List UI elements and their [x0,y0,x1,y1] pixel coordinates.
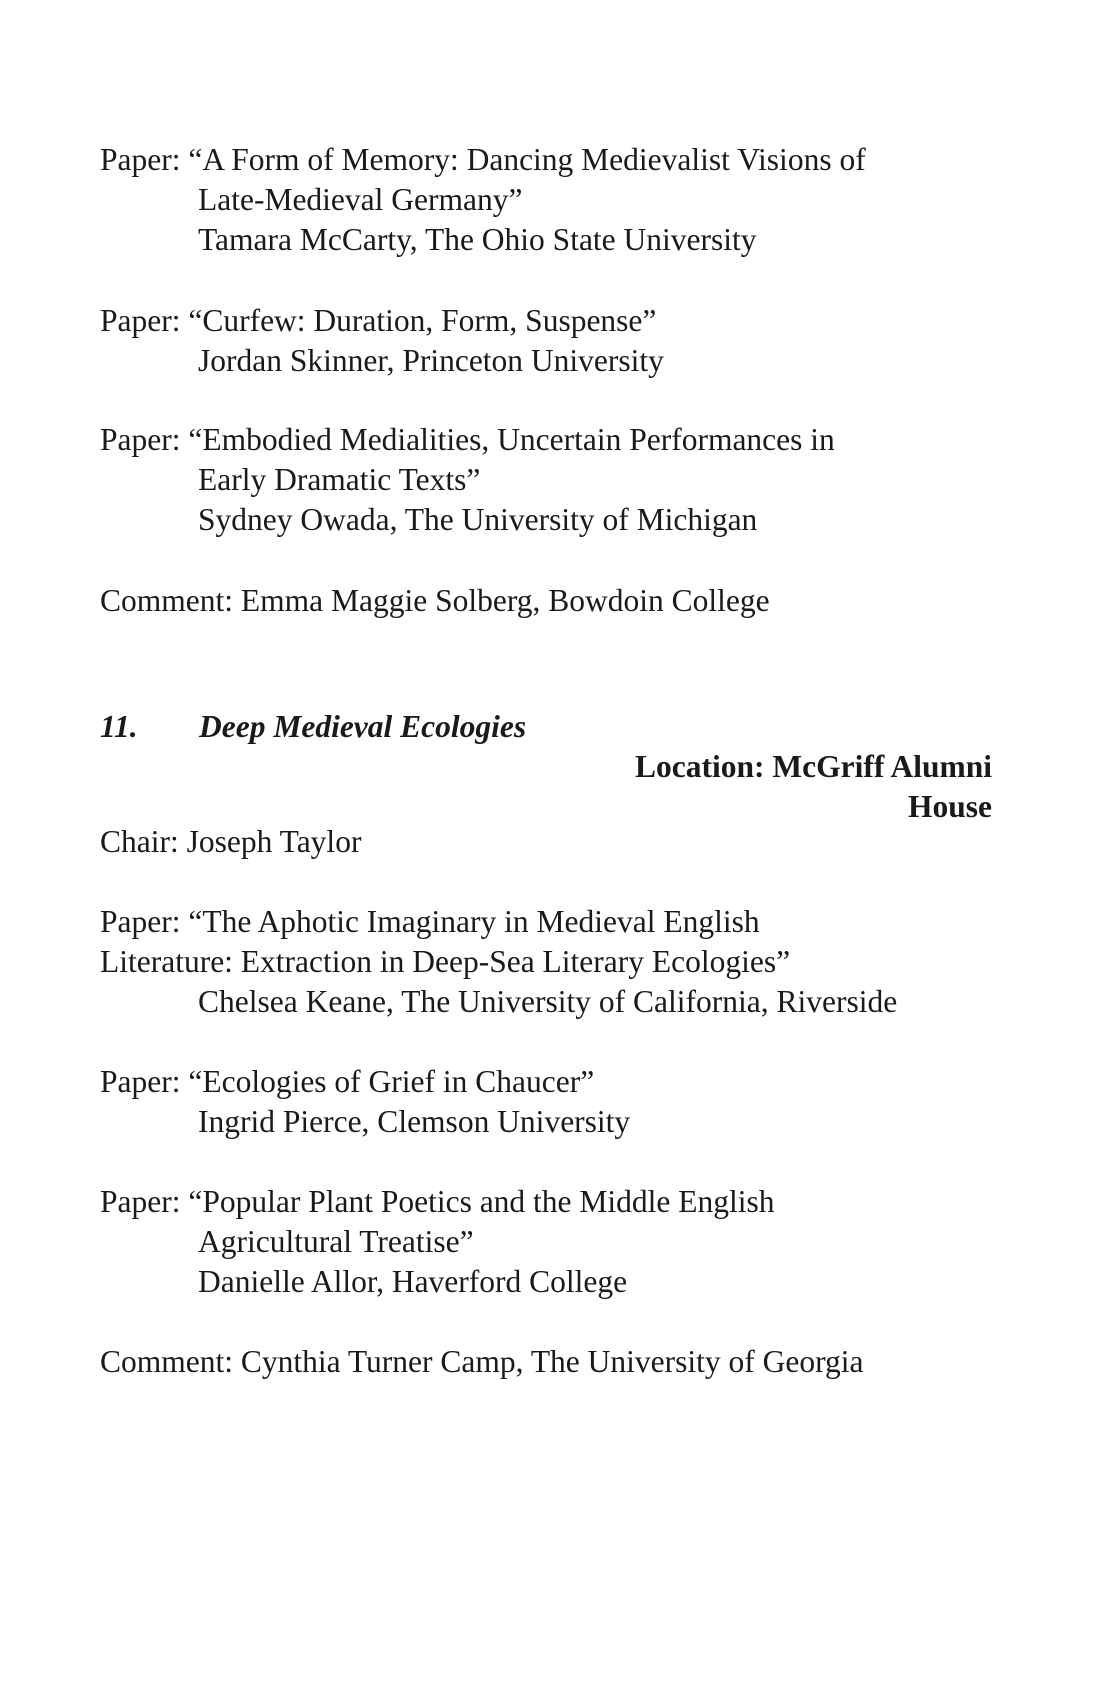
paper-title-line: Paper: “Embodied Medialities, Uncertain Performances in [100,422,835,457]
comment-text: Comment: Emma Maggie Solberg, Bowdoin College [100,583,770,618]
paper-title-line: Paper: “Ecologies of Grief in Chaucer” [100,1064,595,1099]
paper-title-line: Literature: Extraction in Deep-Sea Literary Ecologies” [100,944,791,979]
paper-title-line: Paper: “Curfew: Duration, Form, Suspense” [100,303,657,338]
paper-title-line: Paper: “The Aphotic Imaginary in Medieval English [100,904,760,939]
paper-entry [100,1062,1000,1142]
paper-presenter: Jordan Skinner, Princeton University [198,343,664,378]
session-comment [100,581,1000,621]
paper-entry [100,902,1000,1022]
paper-presenter: Ingrid Pierce, Clemson University [198,1104,631,1139]
paper-title-line: Agricultural Treatise” [198,1224,474,1259]
session-title: Deep Medieval Ecologies [199,709,527,744]
session-heading [100,707,1000,747]
paper-presenter: Sydney Owada, The University of Michigan [198,502,758,537]
paper-entry [100,301,1000,381]
paper-presenter: Chelsea Keane, The University of California, Riverside [198,984,898,1019]
session-comment [100,1342,1000,1382]
paper-title-line: Paper: “Popular Plant Poetics and the Middle English [100,1184,775,1219]
chair-text: Chair: Joseph Taylor [100,824,362,859]
session-number: 11. [100,709,138,744]
session-location [635,747,992,827]
paper-entry [100,140,1000,260]
paper-presenter: Tamara McCarty, The Ohio State University [198,222,757,257]
comment-text: Comment: Cynthia Turner Camp, The University of Georgia [100,1344,864,1379]
paper-entry [100,1182,1000,1302]
location-line: House [907,789,992,824]
location-line: Location: McGriff Alumni [635,749,992,784]
paper-title-line: Late-Medieval Germany” [198,182,523,217]
paper-title-line: Early Dramatic Texts” [198,462,481,497]
paper-entry [100,420,1000,540]
session-chair [100,822,1000,862]
paper-title-line: Paper: “A Form of Memory: Dancing Medievalist Visions of [100,142,866,177]
paper-presenter: Danielle Allor, Haverford College [198,1264,628,1299]
